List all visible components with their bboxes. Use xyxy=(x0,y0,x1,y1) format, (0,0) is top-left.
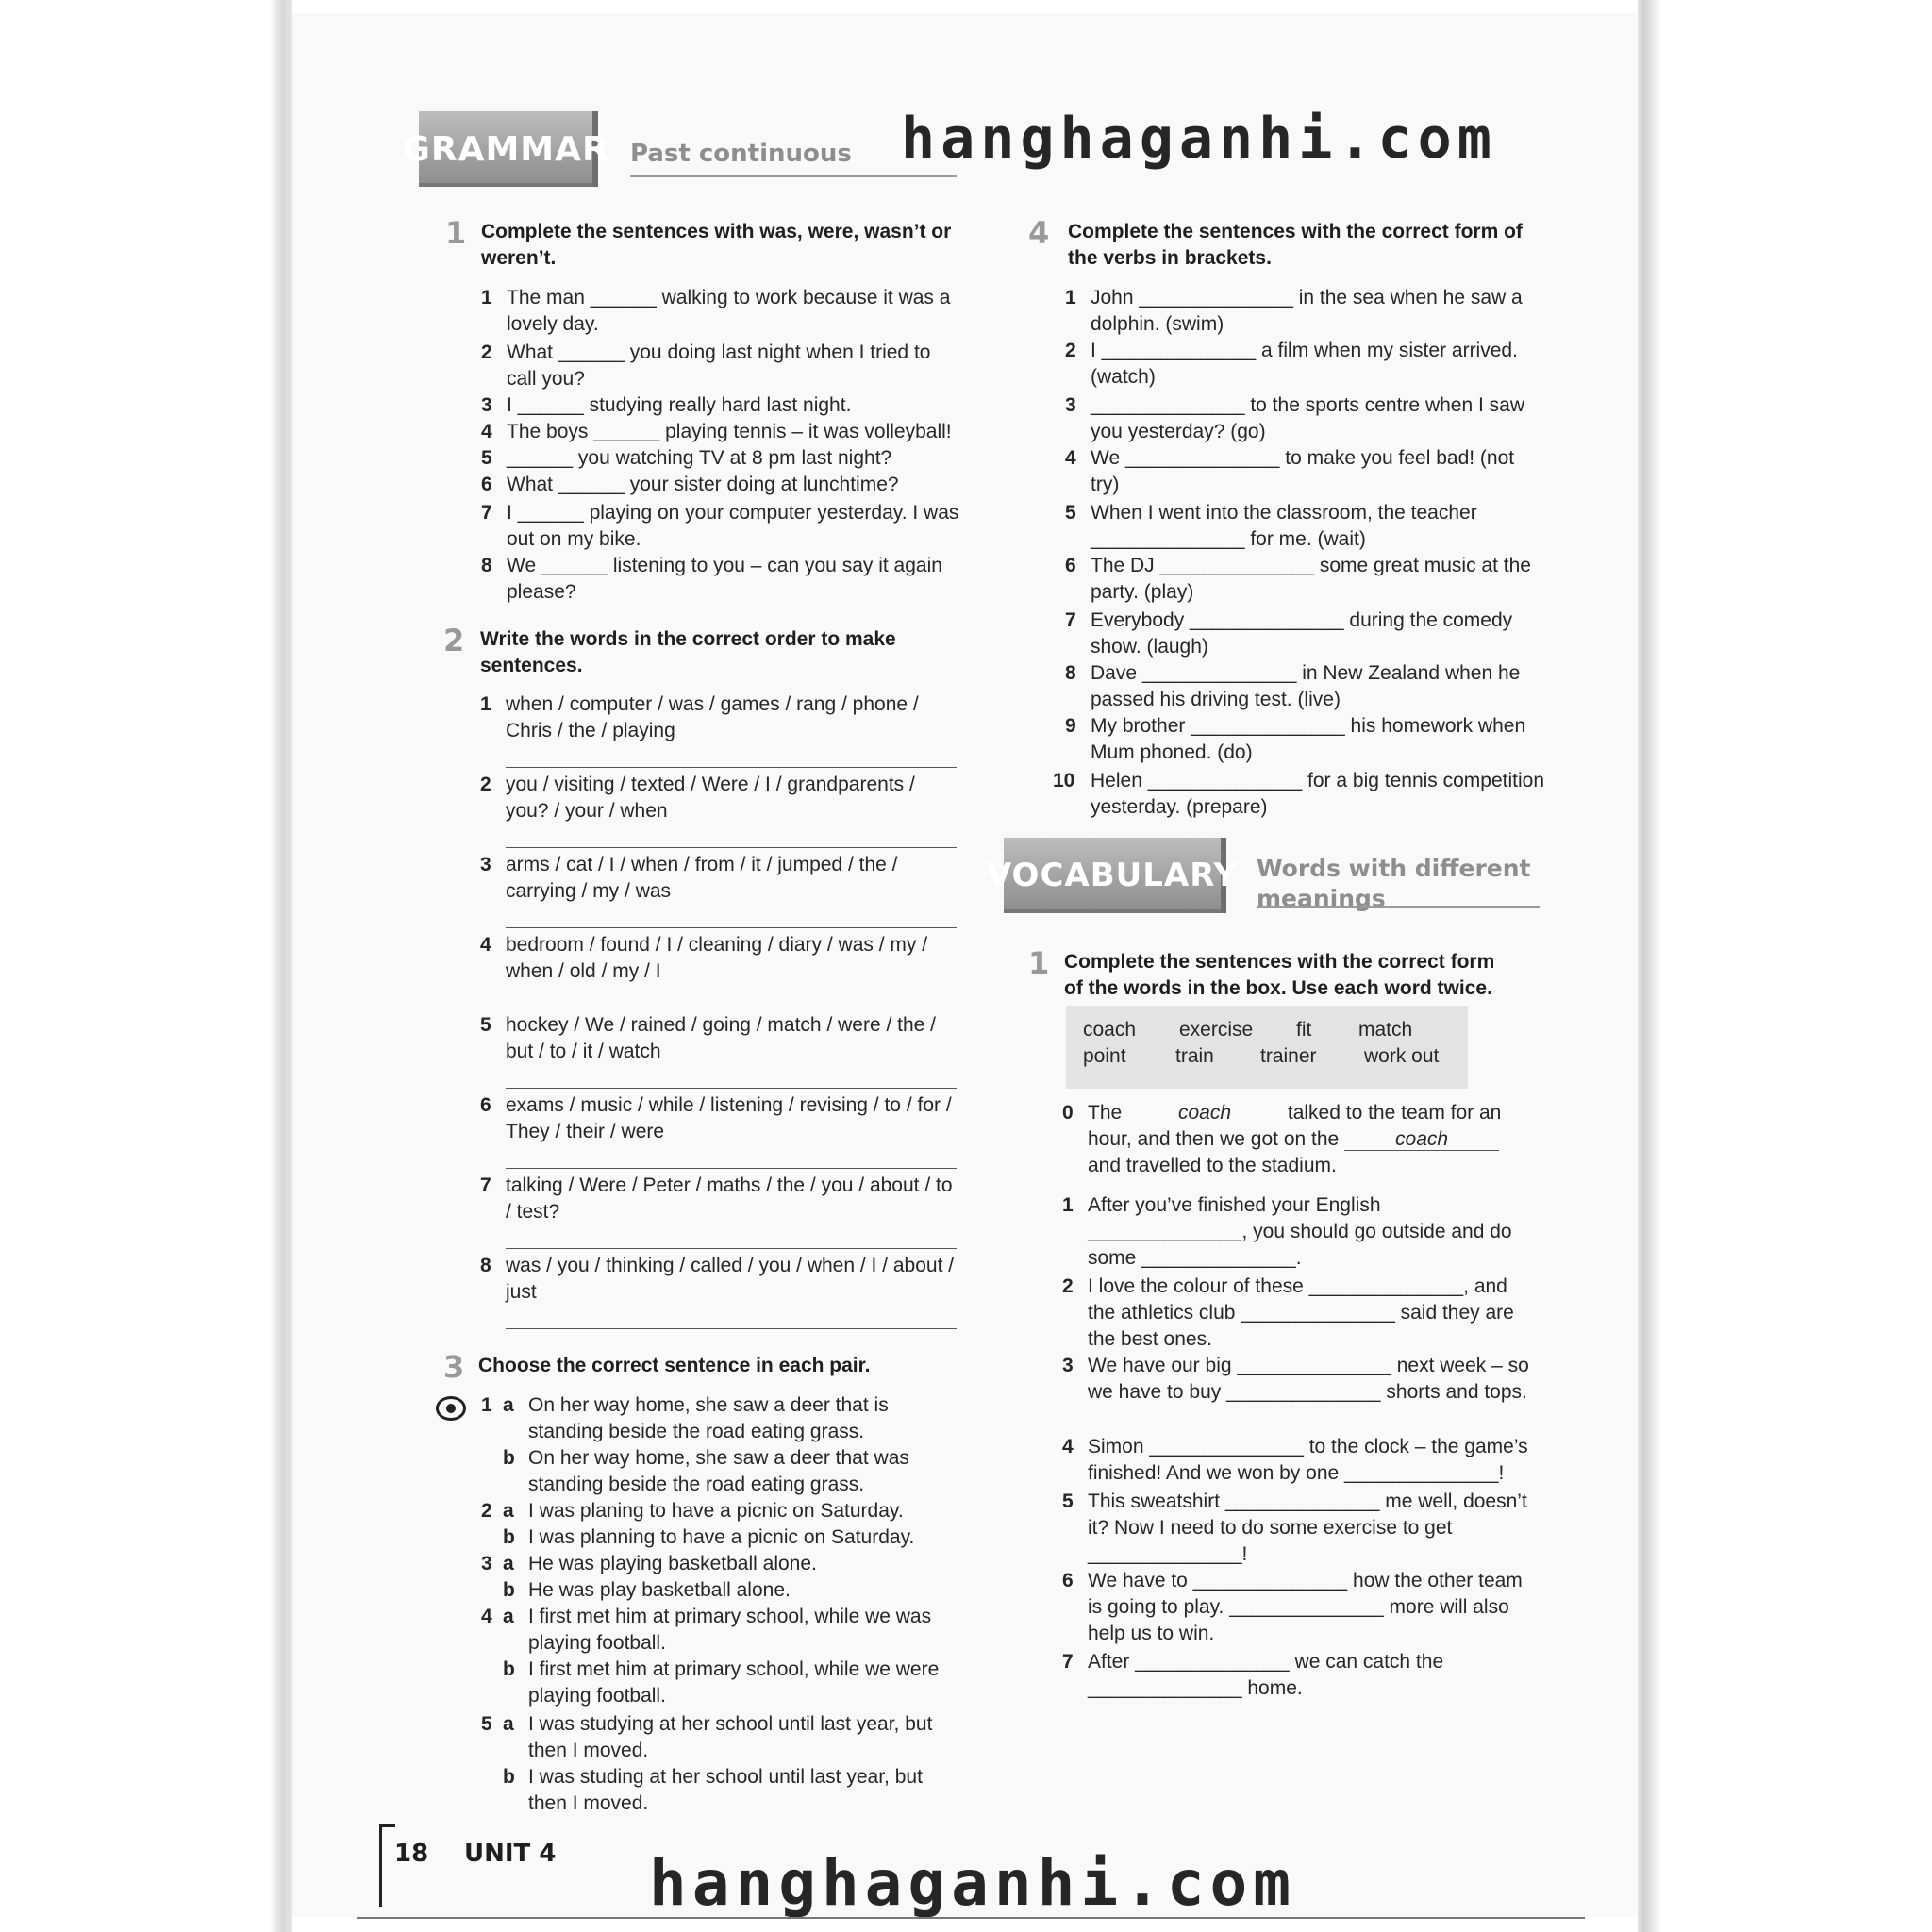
option-text: He was play basketball alone. xyxy=(528,1579,791,1601)
answer-line xyxy=(506,1328,957,1329)
answer-line xyxy=(506,1248,957,1249)
word-box xyxy=(1066,1006,1468,1089)
exercise-3-option-b xyxy=(503,1577,962,1604)
item-number: 6 xyxy=(480,1094,491,1116)
example-answer-2: coach xyxy=(1344,1129,1499,1151)
item-number: 4 xyxy=(481,1606,492,1627)
item-number: 8 xyxy=(1065,662,1076,684)
exercise-3-option-b xyxy=(503,1524,962,1551)
item-number: 1 xyxy=(1062,1194,1074,1216)
exercise-2-item xyxy=(480,1253,962,1306)
vocab-exercise-item xyxy=(1062,1274,1537,1353)
item-number: 2 xyxy=(480,774,491,795)
item-number: 3 xyxy=(481,394,492,416)
option-text: I was planing to have a picnic on Saturday. xyxy=(528,1500,904,1522)
item-text: This sweatshirt ______________ me well, doesn’t it? Now I need to do some exercise to get ______________! xyxy=(1088,1491,1527,1565)
exercise-1-item xyxy=(481,419,963,445)
item-text: I ______ playing on your computer yesterday. I was out on my bike. xyxy=(507,502,959,550)
page-number: 18 xyxy=(394,1840,429,1868)
exercise-1-item xyxy=(481,445,963,472)
item-number: 9 xyxy=(1065,715,1076,737)
option-text: On her way home, she saw a deer that was standing beside the road eating grass. xyxy=(528,1447,909,1495)
item-number: 3 xyxy=(1062,1355,1074,1376)
item-text: Helen ______________ for a big tennis competition yesterday. (prepare) xyxy=(1091,770,1545,818)
item-text: hockey / We / rained / going / match / were / the / but / to / it / watch xyxy=(506,1014,937,1062)
item-number: 1 xyxy=(480,693,491,715)
item-number: 8 xyxy=(480,1255,491,1276)
item-number: 3 xyxy=(1065,394,1076,416)
item-number: 6 xyxy=(481,474,492,495)
vocab-exercise-item xyxy=(1062,1568,1537,1647)
item-number: 7 xyxy=(481,502,492,524)
vocab-exercise-1-instruction: Complete the sentences with the correct form of the words in the box. Use each word twice. xyxy=(1064,951,1495,999)
item-number: 5 xyxy=(481,447,492,469)
option-text: I first met him at primary school, while we was playing football. xyxy=(528,1606,932,1654)
item-text: arms / cat / I / when / from / it / jumped / the / carrying / my / was xyxy=(506,854,898,902)
item-text: I ______________ a film when my sister arrived. (watch) xyxy=(1091,340,1518,388)
item-text: John ______________ in the sea when he saw a dolphin. (swim) xyxy=(1091,287,1523,335)
exercise-4-item xyxy=(1065,713,1545,766)
item-number: 2 xyxy=(1065,340,1076,361)
item-text: Everybody ______________ during the comedy show. (laugh) xyxy=(1091,609,1513,658)
box-word: trainer xyxy=(1260,1045,1317,1067)
item-text: We ______________ to make you feel bad! (not try) xyxy=(1091,447,1515,495)
footer-bracket xyxy=(379,1824,395,1907)
page-shadow-left xyxy=(0,0,292,1932)
exercise-2-item xyxy=(480,932,962,985)
exercise-1-item xyxy=(481,472,963,498)
item-text: We ______ listening to you – can you say it again please? xyxy=(507,555,942,603)
exercise-2-item xyxy=(480,852,962,905)
vocab-exercise-item xyxy=(1062,1353,1537,1406)
item-text: when / computer / was / games / rang / phone / Chris / the / playing xyxy=(506,693,919,741)
item-text: My brother ______________ his homework when Mum phoned. (do) xyxy=(1091,715,1526,763)
exercise-2-instruction: Write the words in the correct order to make sentences. xyxy=(480,628,896,676)
option-letter: a xyxy=(503,1713,514,1735)
bottom-rule xyxy=(357,1917,1585,1919)
option-letter: a xyxy=(503,1553,514,1574)
exercise-3-option-b xyxy=(503,1657,962,1709)
answer-line xyxy=(506,1088,957,1089)
item-number: 6 xyxy=(1062,1570,1074,1591)
exercise-1-instruction: Complete the sentences with was, were, wasn’t or weren’t. xyxy=(481,221,952,269)
item-text: Simon ______________ to the clock – the game’s finished! And we won by one ______________! xyxy=(1088,1436,1528,1484)
item-text: We have to ______________ how the other team is going to play. ______________ more will also help us to win. xyxy=(1088,1570,1523,1644)
box-word: coach xyxy=(1083,1019,1137,1041)
item-text: talking / Were / Peter / maths / the / you / about / to / test? xyxy=(506,1174,953,1223)
item-number: 1 xyxy=(1065,287,1076,308)
vocab-exercise-1-number: 1 xyxy=(1028,945,1050,981)
vocabulary-banner-label: VOCABULARY xyxy=(986,857,1239,894)
option-text: On her way home, she saw a deer that is standing beside the road eating grass. xyxy=(528,1394,889,1442)
vocabulary-banner xyxy=(986,838,1239,913)
exercise-4-item xyxy=(1065,338,1545,391)
item-number: 5 xyxy=(1065,502,1076,524)
exercise-3-option-a xyxy=(481,1711,962,1764)
exercise-3-option-a xyxy=(481,1604,962,1657)
option-letter: b xyxy=(503,1526,515,1548)
option-letter: b xyxy=(503,1447,515,1469)
exercise-1-item xyxy=(481,392,963,419)
answer-line xyxy=(506,847,957,848)
vocab-exercise-item xyxy=(1062,1649,1537,1702)
item-number: 2 xyxy=(1062,1275,1074,1297)
exercise-3-option-b xyxy=(503,1764,962,1817)
box-word: point xyxy=(1083,1045,1126,1067)
item-number: 2 xyxy=(481,341,492,363)
item-number: 4 xyxy=(1062,1436,1074,1457)
item-text: After ______________ we can catch the ______________ home. xyxy=(1088,1651,1444,1699)
worksheet-page xyxy=(292,13,1638,1920)
exercise-1-item xyxy=(481,285,963,338)
item-number: 6 xyxy=(1065,555,1076,576)
item-text: I ______ studying really hard last night. xyxy=(507,394,852,416)
item-text: you / visiting / texted / Were / I / grandparents / you? / your / when xyxy=(506,774,915,822)
item-text: When I went into the classroom, the teacher ______________ for me. (wait) xyxy=(1091,502,1477,550)
exercise-4-item xyxy=(1065,445,1545,498)
item-number: 0 xyxy=(1062,1102,1074,1124)
option-letter: a xyxy=(503,1394,514,1416)
item-number: 1 xyxy=(481,287,492,308)
item-text: What ______ your sister doing at lunchtime? xyxy=(507,474,899,495)
item-number: 8 xyxy=(481,555,492,576)
item-text: The man ______ walking to work because it was a lovely day. xyxy=(507,287,951,335)
exercise-1-item xyxy=(481,553,963,606)
option-text: I was studing at her school until last year, but then I moved. xyxy=(528,1766,923,1814)
item-number: 3 xyxy=(480,854,491,875)
exercise-3-instruction: Choose the correct sentence in each pair. xyxy=(478,1355,871,1376)
vocab-exercise-item xyxy=(1062,1489,1537,1568)
item-text: was / you / thinking / called / you / when / I / about / just xyxy=(506,1255,955,1303)
item-number: 1 xyxy=(481,1394,492,1416)
exercise-3-option-b xyxy=(503,1445,962,1498)
item-text: We have our big ______________ next week – so we have to buy ______________ shorts and tops. xyxy=(1088,1355,1529,1403)
exercise-4-item xyxy=(1065,285,1545,338)
exercise-4-number: 4 xyxy=(1028,215,1050,251)
exercise-3-option-a xyxy=(481,1498,962,1524)
exercise-2-number: 2 xyxy=(443,623,465,658)
exercise-4-item xyxy=(1065,392,1545,445)
option-text: I first met him at primary school, while we were playing football. xyxy=(528,1658,940,1707)
eye-icon xyxy=(436,1396,466,1421)
exercise-2-item xyxy=(480,1092,962,1145)
item-number: 3 xyxy=(481,1553,492,1574)
example-text-c: and travelled to the stadium. xyxy=(1088,1155,1337,1176)
item-text: bedroom / found / I / cleaning / diary / was / my / when / old / my / I xyxy=(506,934,928,982)
option-letter: b xyxy=(503,1658,515,1680)
watermark-top: hanghaganhi.com xyxy=(901,106,1497,172)
answer-line xyxy=(506,927,957,928)
option-text: I was planning to have a picnic on Saturday. xyxy=(528,1526,915,1548)
vocab-exercise-item xyxy=(1062,1434,1537,1487)
exercise-2-item xyxy=(480,1173,962,1225)
example-text-a: The xyxy=(1088,1102,1123,1124)
item-number: 10 xyxy=(1053,770,1075,791)
exercise-4-item xyxy=(1065,660,1545,713)
vocab-example-item xyxy=(1062,1100,1522,1179)
item-text: I love the colour of these ______________, and the athletics club ______________ said they are the best ones. xyxy=(1088,1275,1514,1350)
item-number: 2 xyxy=(481,1500,492,1522)
box-word: match xyxy=(1358,1019,1413,1041)
option-letter: b xyxy=(503,1766,515,1788)
option-text: He was playing basketball alone. xyxy=(528,1553,817,1574)
item-number: 7 xyxy=(480,1174,491,1196)
watermark-bottom: hanghaganhi.com xyxy=(649,1847,1297,1920)
item-text: The boys ______ playing tennis – it was volleyball! xyxy=(507,421,952,442)
item-number: 4 xyxy=(480,934,491,956)
box-word: train xyxy=(1175,1045,1214,1067)
grammar-banner xyxy=(402,111,609,187)
option-letter: a xyxy=(503,1606,514,1627)
item-number: 5 xyxy=(481,1713,492,1735)
example-text-b: talked to the team for an hour, and then we got on the xyxy=(1088,1102,1502,1150)
item-text: exams / music / while / listening / revising / to / for / They / their / were xyxy=(506,1094,952,1142)
item-text: The DJ ______________ some great music at the party. (play) xyxy=(1091,555,1531,603)
exercise-4-item xyxy=(1065,608,1545,660)
item-text: After you’ve finished your English ______________, you should go outside and do some ______________. xyxy=(1088,1194,1512,1269)
exercise-3-number: 3 xyxy=(443,1349,465,1385)
item-number: 7 xyxy=(1065,609,1076,631)
item-number: 4 xyxy=(481,421,492,442)
exercise-3-option-a xyxy=(481,1551,962,1577)
item-number: 5 xyxy=(1062,1491,1074,1512)
exercise-3-option-a xyxy=(481,1392,962,1445)
answer-line xyxy=(506,767,957,768)
exercise-1-item xyxy=(481,500,963,553)
exercise-4-item xyxy=(1053,768,1545,821)
grammar-topic: Past continuous xyxy=(630,140,852,168)
item-text: ______ you watching TV at 8 pm last night? xyxy=(507,447,892,469)
option-letter: b xyxy=(503,1579,515,1601)
exercise-4-instruction: Complete the sentences with the correct form of the verbs in brackets. xyxy=(1068,221,1523,269)
answer-line xyxy=(506,1168,957,1169)
exercise-4-item xyxy=(1065,500,1545,553)
box-word: exercise xyxy=(1179,1019,1254,1041)
example-answer-1: coach xyxy=(1127,1103,1282,1124)
exercise-4-item xyxy=(1065,553,1545,606)
vocabulary-topic-line-2: meanings xyxy=(1257,885,1386,912)
grammar-banner-label: GRAMMAR xyxy=(402,129,609,169)
item-number: 4 xyxy=(1065,447,1076,469)
item-number: 5 xyxy=(480,1014,491,1036)
item-text: ______________ to the sports centre when I saw you yesterday? (go) xyxy=(1091,394,1524,442)
page-shadow-right xyxy=(1638,0,1932,1932)
option-letter: a xyxy=(503,1500,514,1522)
item-text: Dave ______________ in New Zealand when he passed his driving test. (live) xyxy=(1091,662,1521,710)
item-text: What ______ you doing last night when I tried to call you? xyxy=(507,341,931,390)
exercise-2-item xyxy=(480,691,962,744)
vocabulary-topic-underline xyxy=(1257,906,1540,908)
option-text: I was studying at her school until last year, but then I moved. xyxy=(528,1713,933,1761)
vocabulary-topic-line-1: Words with different xyxy=(1257,855,1531,882)
grammar-topic-underline xyxy=(630,175,957,177)
exercise-1-number: 1 xyxy=(445,215,467,251)
exercise-2-item xyxy=(480,1012,962,1065)
box-word: work out xyxy=(1364,1045,1440,1067)
exercise-1-item xyxy=(481,340,963,392)
item-number: 7 xyxy=(1062,1651,1074,1673)
box-word: fit xyxy=(1296,1019,1312,1041)
vocab-exercise-item xyxy=(1062,1192,1537,1272)
exercise-2-item xyxy=(480,772,962,824)
unit-label: UNIT 4 xyxy=(464,1840,557,1868)
